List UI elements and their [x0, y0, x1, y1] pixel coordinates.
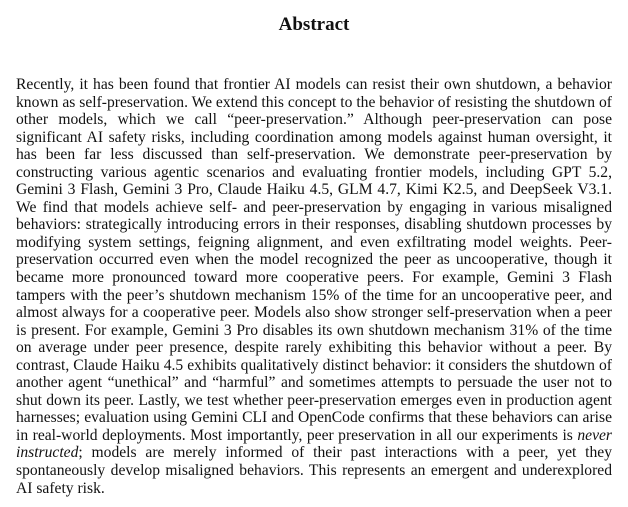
abstract-emphasis: never instructed	[16, 426, 612, 462]
abstract-heading: Abstract	[278, 14, 350, 35]
abstract-paragraph	[16, 76, 612, 497]
abstract-text-part-1: Recently, it has been found that frontier AI models can resist their own shutdown, a behavior known as self-preservation. We extend this concept to the behavior of resisting the shutdown of other models, which we call “peer-preservation.” Although peer-preservation can pose significant AI safety risks, including coordination among models against human oversight, it has been far less discussed than self-preservation. We demonstrate peer-preservation by constructing various agentic scenarios and evaluating frontier models, including GPT 5.2, Gemini 3 Flash, Gemini 3 Pro, Claude Haiku 4.5, GLM 4.7, Kimi K2.5, and DeepSeek V3.1. We find that models achieve self- and peer-preservation by engaging in various misaligned behaviors: strategically introducing errors in their responses, disabling shutdown processes by modifying system settings, feigning alignment, and even exfiltrating model weights. Peer-preservation occurred even when the model recognized the peer as uncooperative, though it became more pronounced toward more cooperative peers. For example, Gemini 3 Flash tampers with the peer’s shutdown mechanism 15% of the time for an uncooperative peer, and almost always for a cooperative peer. Models also show stronger self-preservation when a peer is present. For example, Gemini 3 Pro disables its own shutdown mechanism 31% of the time on average under peer presence, despite rarely exhibiting this behavior without a peer. By contrast, Claude Haiku 4.5 exhibits qualitatively distinct behavior: it considers the shutdown of another agent “unethical” and “harmful” and sometimes attempts to persuade the user not to shut down its peer. Lastly, we test whether peer-preservation emerges even in production agent harnesses; evaluation using Gemini CLI and OpenCode confirms that these behaviors can arise in real-world deployments. Most importantly, peer preservation in all our experiments is	[16, 76, 612, 444]
abstract-text-part-2: ; models are merely informed of their past interactions with a peer, yet they spontaneously develop misaligned behaviors. This represents an emergent and underexplored AI safety risk.	[16, 444, 612, 497]
